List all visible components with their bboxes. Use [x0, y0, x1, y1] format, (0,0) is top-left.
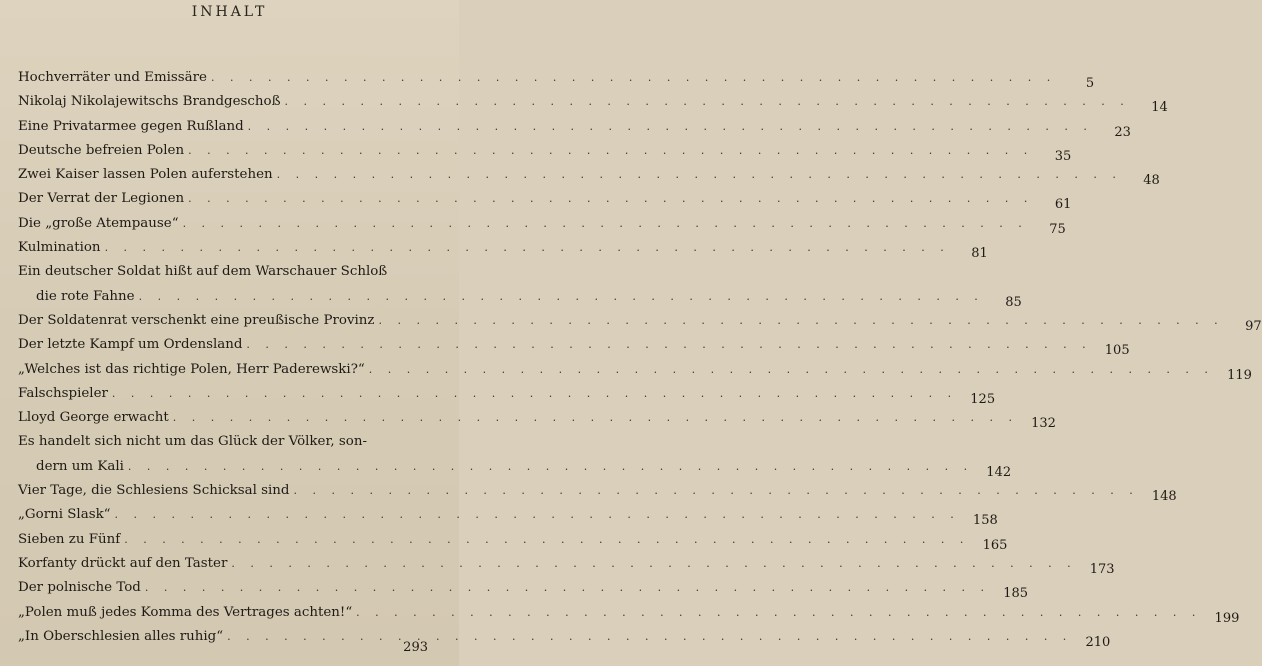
toc-entry: [18, 90, 1168, 116]
toc-entry-page: 173: [1089, 561, 1115, 577]
toc-entry-title: Sieben zu Fünf: [18, 531, 121, 547]
toc-entry: [18, 406, 1056, 432]
last-page-number: 293: [403, 640, 428, 655]
toc-entry-page: 23: [1114, 124, 1131, 140]
toc-entry-title: Es handelt sich nicht um das Glück der Völker, son-: [18, 434, 367, 450]
toc-entry-title: Korfanty drückt auf den Taster: [18, 555, 228, 571]
toc-entry-page: 61: [1054, 197, 1072, 213]
toc-entry-title: Der Soldatenrat verschenkt eine preußische Provinz: [18, 312, 375, 328]
toc-entry-title: „In Oberschlesien alles ruhig“: [18, 628, 224, 644]
toc-entry-page: 14: [1151, 100, 1168, 116]
dot-leader: . . . . . . . . . . . . . . . . . . . . . . . . . . . . . . . . . . . . . . . . . . . . .: [378, 313, 1224, 327]
dot-leader: . . . . . . . . . . . . . . . . . . . . . . . . . . . . . . . . . . . . . . . . . . . . .: [104, 241, 950, 255]
toc-entry: [18, 430, 1012, 480]
toc-entry: [18, 528, 1008, 553]
dot-leader: . . . . . . . . . . . . . . . . . . . . . . . . . . . . . . . . . . . . . . . . . . . . .: [284, 95, 1130, 109]
toc-entry-title: Ein deutscher Soldat hißt auf dem Warschauer Schloß: [18, 264, 388, 280]
toc-entry-title: Falschspieler: [18, 385, 108, 401]
toc-heading: INHALT: [191, 4, 268, 20]
toc-entry-title: „Polen muß jedes Komma des Vertrages achten!“: [18, 604, 353, 620]
toc-entry-page: 105: [1104, 343, 1130, 359]
toc-entry: [18, 139, 1072, 164]
toc-entry-title: Kulmination: [18, 240, 101, 256]
toc-entry: [18, 115, 1131, 140]
toc-entry: [18, 333, 1130, 359]
dot-leader: . . . . . . . . . . . . . . . . . . . . . . . . . . . . . . . . . . . . . . . . . . . . .: [211, 71, 1057, 84]
table-of-contents: [18, 66, 1262, 650]
dot-leader: . . . . . . . . . . . . . . . . . . . . . . . . . . . . . . . . . . . . . . . . . . . . .: [356, 605, 1202, 619]
toc-entry-page: 185: [1003, 586, 1029, 602]
toc-entry: [18, 309, 1262, 334]
dot-leader: . . . . . . . . . . . . . . . . . . . . . . . . . . . . . . . . . . . . . . . . . . . . .: [124, 532, 970, 546]
toc-entry-page: 48: [1143, 173, 1160, 189]
dot-leader: . . . . . . . . . . . . . . . . . . . . . . . . . . . . . . . . . . . . . . . . . . . . .: [246, 338, 1092, 352]
dot-leader: . . . . . . . . . . . . . . . . . . . . . . . . . . . . . . . . . . . . . . . . . . . . .: [188, 192, 1034, 206]
toc-entry: [18, 66, 1095, 91]
toc-entry: [18, 503, 998, 529]
toc-entry-title: Nikolaj Nikolajewitschs Brandgeschoß: [18, 94, 281, 110]
toc-entry-title: Zwei Kaiser lassen Polen auferstehen: [18, 167, 273, 183]
toc-entry-page: 5: [1085, 76, 1095, 91]
toc-entry-page: 81: [971, 246, 988, 262]
toc-entry: [18, 382, 996, 407]
toc-entry-title: dern um Kali: [36, 458, 124, 474]
dot-leader: . . . . . . . . . . . . . . . . . . . . . . . . . . . . . . . . . . . . . . . . . . . . .: [188, 143, 1034, 157]
toc-entry: [18, 212, 1066, 237]
toc-entry: [18, 601, 1240, 626]
toc-entry-title: Der polnische Tod: [18, 580, 141, 596]
dot-leader: . . . . . . . . . . . . . . . . . . . . . . . . . . . . . . . . . . . . . . . . . . . . .: [368, 362, 1214, 376]
toc-entry-page: 35: [1054, 148, 1072, 164]
dot-leader: . . . . . . . . . . . . . . . . . . . . . . . . . . . . . . . . . . . . . . . . . . . . .: [247, 119, 1093, 133]
toc-entry: [18, 576, 1029, 602]
toc-entry-title: Eine Privatarmee gegen Rußland: [18, 118, 244, 134]
toc-entry-title: Deutsche befreien Polen: [18, 142, 185, 158]
toc-entry-page: 132: [1031, 416, 1056, 432]
dot-leader: . . . . . . . . . . . . . . . . . . . . . . . . . . . . . . . . . . . . . . . . . . . . .: [231, 556, 1077, 570]
toc-entry: [18, 479, 1177, 505]
toc-entry-title: die rote Fahne: [36, 288, 135, 304]
toc-entry: [18, 187, 1072, 213]
dot-leader: . . . . . . . . . . . . . . . . . . . . . . . . . . . . . . . . . . . . . . . . . . . . .: [276, 168, 1122, 182]
toc-entry-title: „Welches ist das richtige Polen, Herr Paderewski?“: [18, 361, 365, 377]
dot-leader: . . . . . . . . . . . . . . . . . . . . . . . . . . . . . . . . . . . . . . . . . . . . .: [138, 289, 984, 303]
dot-leader: . . . . . . . . . . . . . . . . . . . . . . . . . . . . . . . . . . . . . . . . . . . . .: [114, 508, 960, 522]
dot-leader: . . . . . . . . . . . . . . . . . . . . . . . . . . . . . . . . . . . . . . . . . . . . .: [172, 411, 1018, 425]
toc-entry-page: 85: [1005, 294, 1022, 310]
toc-entry-page: 165: [982, 537, 1008, 553]
toc-entry-page: 158: [972, 513, 998, 529]
toc-entry: [18, 163, 1160, 189]
toc-entry: [18, 358, 1252, 383]
toc-entry-page: 199: [1214, 610, 1240, 626]
toc-entry: [18, 260, 1022, 310]
toc-entry-title: Hochverräter und Emissäre: [18, 70, 207, 85]
toc-entry-page: 75: [1049, 221, 1066, 237]
dot-leader: . . . . . . . . . . . . . . . . . . . . . . . . . . . . . . . . . . . . . . . . . . . . .: [144, 581, 991, 595]
toc-entry-page: 142: [986, 464, 1012, 480]
toc-entry-page: 97: [1245, 318, 1262, 334]
dot-leader: . . . . . . . . . . . . . . . . . . . . . . . . . . . . . . . . . . . . . . . . . . . . .: [111, 386, 958, 400]
toc-entry-page: 125: [970, 391, 996, 407]
toc-entry-page: 210: [1085, 634, 1111, 650]
toc-entry-title: Lloyd George erwacht: [18, 410, 169, 426]
dot-leader: . . . . . . . . . . . . . . . . . . . . . . . . . . . . . . . . . . . . . . . . . . . . .: [182, 216, 1028, 230]
toc-entry: [18, 625, 1111, 650]
dot-leader: . . . . . . . . . . . . . . . . . . . . . . . . . . . . . . . . . . . . . . . . . . . . .: [227, 629, 1073, 643]
dot-leader: . . . . . . . . . . . . . . . . . . . . . . . . . . . . . . . . . . . . . . . . . . . . .: [127, 459, 974, 473]
toc-entry-title: „Gorni Slask“: [18, 507, 111, 523]
toc-entry: [18, 236, 988, 262]
toc-entry-page: 119: [1227, 367, 1252, 383]
toc-entry-title: Die „große Atempause“: [18, 215, 179, 231]
toc-entry: [18, 552, 1115, 577]
toc-entry-page: 148: [1151, 489, 1177, 505]
toc-entry-title: Der letzte Kampf um Ordensland: [18, 337, 243, 353]
dot-leader: . . . . . . . . . . . . . . . . . . . . . . . . . . . . . . . . . . . . . . . . . . . . .: [293, 484, 1139, 498]
toc-entry-title: Vier Tage, die Schlesiens Schicksal sind: [18, 483, 290, 499]
toc-entry-title: Der Verrat der Legionen: [18, 191, 185, 207]
